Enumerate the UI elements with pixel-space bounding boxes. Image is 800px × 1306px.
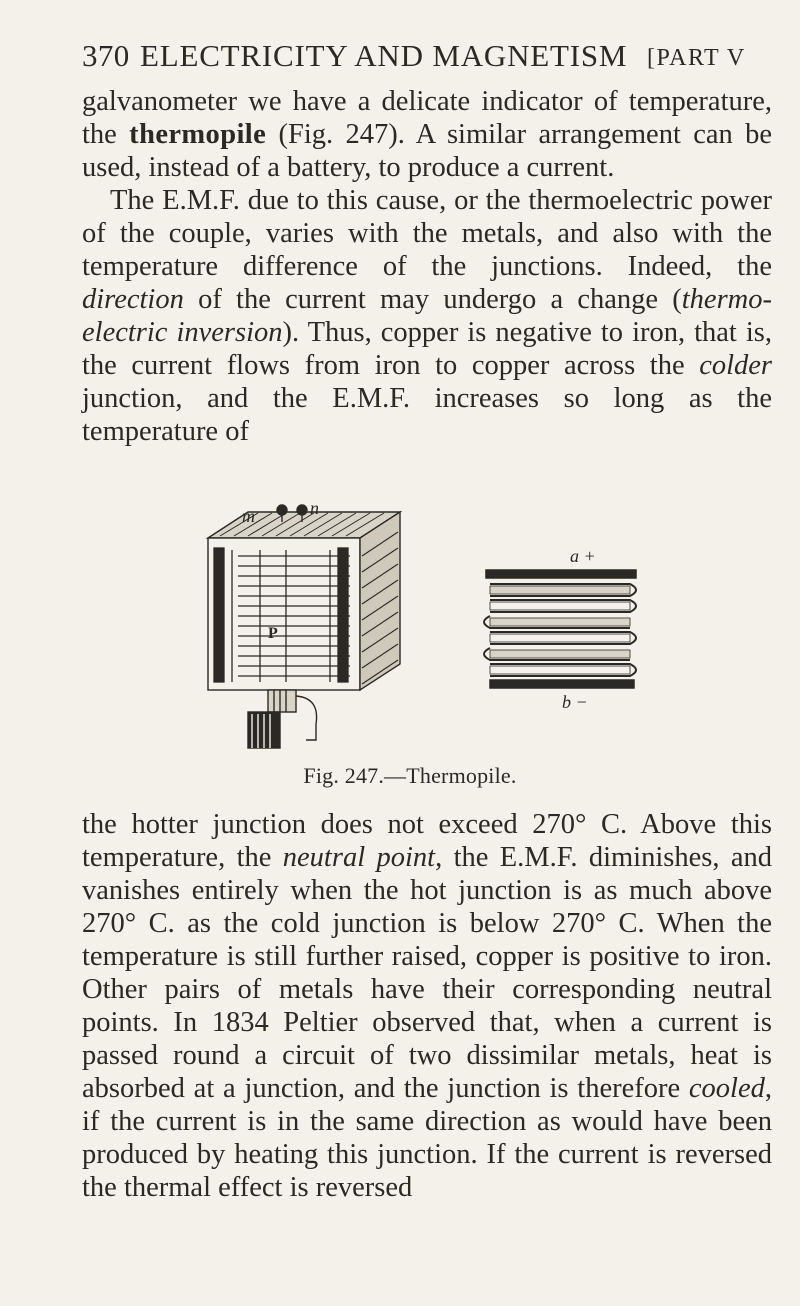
bold-term-thermopile: thermopile — [129, 119, 267, 150]
label-p: P — [268, 625, 278, 642]
paragraph-text: the hotter junction does not exceed 270° C. Above this temperature, the — [82, 809, 772, 873]
italic-term-direction: direction — [82, 284, 184, 315]
paragraph-text: (Fig. 247). A similar arrangement can be used, instead of a battery, to produce a current. — [82, 119, 772, 183]
italic-term-colder: colder — [699, 350, 772, 381]
page-number: 370 — [82, 38, 130, 73]
paragraph-text: junction, and the E.M.F. increases so long as the temperature of — [82, 383, 772, 447]
paragraph-text: , the E.M.F. diminishes, and vanishes entirely when the hot junction is as much above 270° C. as the cold junction is below 270° C. When the temperature is still further raised, copper is positive to iron. Other pairs of metals have their corresponding neutral points. In 1834 Peltier observed that, when a current is passed round a circuit of two dissimilar metals, heat is absorbed at a junction, and the junction is therefore — [82, 842, 772, 1104]
running-title: ELECTRICITY AND MAGNETISM — [140, 38, 628, 73]
stand — [248, 690, 317, 748]
paragraph-neutral-point — [82, 808, 772, 1204]
italic-term-inversion: thermo-electric inversion — [82, 284, 772, 348]
label-m: m — [242, 506, 255, 526]
paragraph-text: , if the current is in the same direction as would have been produced by heating this junction. If the current is reversed the thermal effect is reversed — [82, 1073, 772, 1203]
figure-caption — [0, 763, 800, 789]
italic-term-cooled: cooled — [688, 1073, 765, 1104]
label-b-minus: b − — [562, 692, 588, 712]
paragraph-text: of the current may undergo a change ( — [183, 284, 682, 315]
label-a-plus: a + — [570, 546, 596, 566]
figure-caption-text: Fig. 247.—Thermopile. — [303, 763, 517, 788]
paragraph-text: ). Thus, copper is negative to iron, that is, the current flows from iron to copper across the — [82, 317, 772, 381]
paragraph-continued — [82, 85, 772, 184]
paragraph-text: The E.M.F. due to this cause, or the thermoelectric power of the couple, varies with the metals, and also with the temperature difference of the junctions. Indeed, the — [82, 185, 772, 282]
serpentine-strip-drawing — [484, 570, 636, 688]
paragraph-emf — [82, 184, 772, 448]
thermopile-stack-drawing — [208, 505, 400, 748]
paragraph-text: galvanometer we have a delicate indicator of temperature, the — [82, 86, 772, 150]
running-header — [82, 38, 762, 78]
part-label: [PART V — [647, 45, 746, 71]
thermopile-figure — [190, 500, 660, 756]
text-block-bottom — [82, 808, 772, 1204]
text-block-top — [82, 85, 772, 448]
italic-term-neutral-point: neutral point — [282, 842, 436, 873]
label-n: n — [310, 500, 319, 518]
